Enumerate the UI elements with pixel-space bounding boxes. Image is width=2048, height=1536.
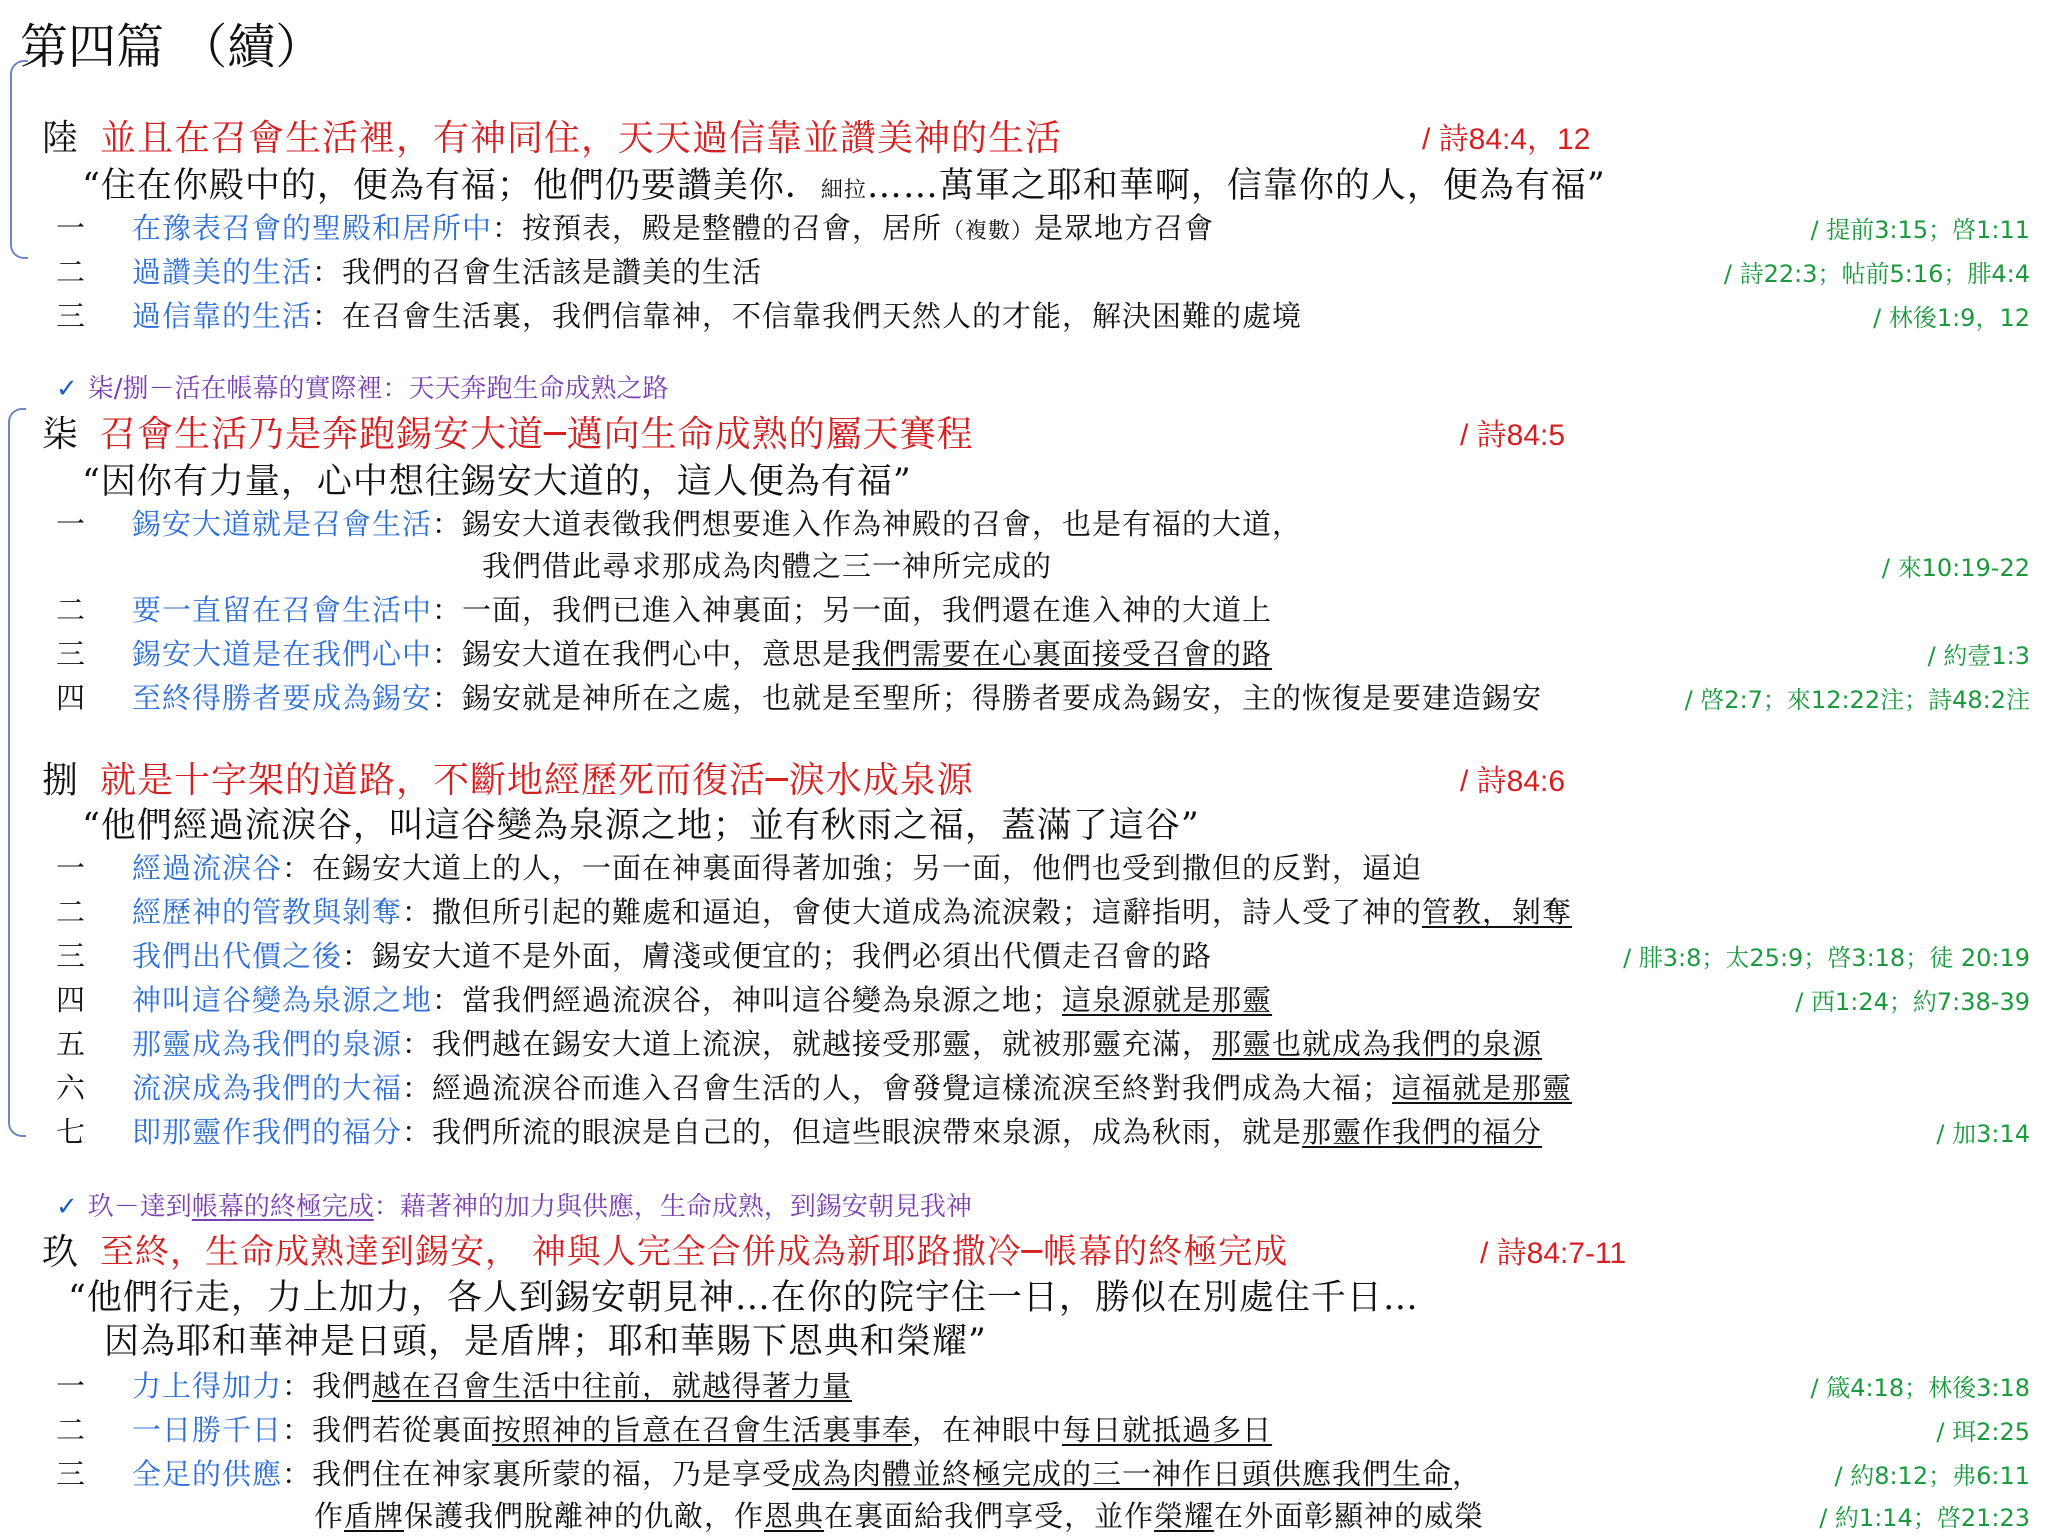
item-text: 作 <box>314 1499 345 1533</box>
section-heading: 並且在召會生活裡，有神同住，天天過信靠並讚美神的生活 <box>100 118 1063 159</box>
item-reference: / 箴4:18；林後3:18 <box>1810 1374 2030 1402</box>
list-item <box>56 206 1214 247</box>
list-item <box>56 502 1302 543</box>
item-underlined-text: 那靈作我們的福分 <box>1302 1115 1543 1149</box>
item-key: 即那靈作我們的福分 <box>132 1115 403 1149</box>
section-reference: / 詩84:4，12 <box>1422 123 1591 156</box>
item-underlined-text: 按照神的旨意在召會生活裏事奉 <box>492 1413 913 1447</box>
item-reference: / 約壹1:3 <box>1927 642 2030 670</box>
section-number: 玖 <box>42 1232 79 1273</box>
item-key: 經過流淚谷 <box>132 851 283 885</box>
item-number: 三 <box>56 299 87 333</box>
section-summary <box>56 1186 972 1223</box>
item-reference: / 啓2:7；來12:22注；詩48:2注 <box>1684 686 2030 714</box>
item-key: 全足的供應 <box>132 1457 283 1491</box>
item-number: 四 <box>56 983 87 1017</box>
section-quote <box>82 158 1606 208</box>
section-quote-continuation: 因為耶和華神是日頭，是盾牌；耶和華賜下恩典和榮耀” <box>104 1322 987 1362</box>
item-text: ：錫安大道不是外面，膚淺或便宜的；我們必須出代價走召會的路 <box>342 939 1213 973</box>
item-text: ：我們的召會生活該是讚美的生活 <box>312 255 763 289</box>
item-reference: / 來10:19-22 <box>1881 554 2030 582</box>
item-number: 二 <box>56 895 87 929</box>
item-number: 三 <box>56 939 87 973</box>
summary-underlined-text: 帳幕的終極完成 <box>191 1192 374 1222</box>
section-reference: / 詩84:7-11 <box>1480 1237 1627 1270</box>
section-reference: / 詩84:5 <box>1460 419 1566 452</box>
item-number: 五 <box>56 1027 87 1061</box>
item-text-3: 在裏面給我們享受，並作 <box>824 1499 1155 1533</box>
item-number: 三 <box>56 1457 87 1491</box>
list-item <box>56 1066 1572 1107</box>
item-underlined-text-3: 榮耀 <box>1154 1499 1215 1533</box>
list-item <box>56 1364 852 1405</box>
item-text-middle: ，在神眼中 <box>912 1413 1063 1447</box>
item-key: 過信靠的生活 <box>132 299 313 333</box>
page-title: 第四篇 （續） <box>20 19 324 75</box>
bracket-section-6 <box>10 60 28 259</box>
list-item <box>56 250 762 291</box>
list-item <box>56 934 1212 975</box>
item-underlined-text: 越在召會生活中往前，就越得著力量 <box>372 1369 853 1403</box>
item-text-rest: ， <box>1452 1457 1483 1491</box>
section-heading: 召會生活乃是奔跑錫安大道─邁向生命成熟的屬天賽程 <box>100 414 974 455</box>
item-text: ：經過流淚谷而進入召會生活的人，會發覺這樣流淚至終對我們成為大福； <box>402 1071 1393 1105</box>
item-text: ：撒但所引起的難處和逼迫，會使大道成為流淚穀；這辭指明，詩人受了神的 <box>402 895 1423 929</box>
item-underlined-text: 我們需要在心裏面接受召會的路 <box>852 637 1273 671</box>
item-text: ：在錫安大道上的人，一面在神裏面得著加強；另一面，他們也受到撒但的反對，逼迫 <box>282 851 1423 885</box>
item-text: ：按預表，殿是整體的召會，居所 <box>492 211 943 245</box>
item-text-rest: 是眾地方召會 <box>1034 211 1215 245</box>
item-reference: / 林後1:9，12 <box>1873 304 2030 332</box>
summary-text-rest: ：藉著神的加力與供應，生命成熟，到錫安朝見我神 <box>373 1192 972 1222</box>
item-key: 錫安大道是在我們心中 <box>132 637 433 671</box>
item-underlined-text: 那靈也就成為我們的泉源 <box>1212 1027 1543 1061</box>
item-number: 一 <box>56 211 87 245</box>
item-text: ：我們越在錫安大道上流淚，就越接受那靈，就被那靈充滿， <box>402 1027 1213 1061</box>
section-reference: / 詩84:6 <box>1460 765 1566 798</box>
list-item <box>56 1408 1272 1449</box>
bracket-section-7-8 <box>8 408 26 1137</box>
item-underlined-text: 盾牌 <box>344 1499 405 1533</box>
item-key: 我們出代價之後 <box>132 939 343 973</box>
item-underlined-text: 這泉源就是那靈 <box>1062 983 1273 1017</box>
item-text: ：錫安大道表徵我們想要進入作為神殿的召會，也是有福的大道， <box>432 507 1303 541</box>
item-text: ：我們 <box>282 1369 373 1403</box>
section-quote: “他們行走，力上加力，各人到錫安朝見神…在你的院宇住一日，勝似在別處住千日… <box>68 1278 1419 1318</box>
item-text: ：當我們經過流淚谷，神叫這谷變為泉源之地； <box>432 983 1063 1017</box>
item-text: ：我們若從裏面 <box>282 1413 493 1447</box>
list-item-continuation: 我們借此尋求那成為肉體之三一神所完成的 <box>482 549 1053 583</box>
list-item <box>56 890 1572 931</box>
section-number: 柒 <box>42 414 79 455</box>
item-text: ：我們住在神家裏所蒙的福，乃是享受 <box>282 1457 793 1491</box>
section-quote: “他們經過流淚谷，叫這谷變為泉源之地；並有秋雨之福，蓋滿了這谷” <box>82 806 1200 846</box>
item-key: 力上得加力 <box>132 1369 283 1403</box>
item-number: 二 <box>56 593 87 627</box>
item-text-4: 在外面彰顯神的威榮 <box>1214 1499 1485 1533</box>
item-reference: / 加3:14 <box>1936 1120 2030 1148</box>
item-key: 在豫表召會的聖殿和居所中 <box>132 211 493 245</box>
item-reference: / 詩22:3；帖前5:16；腓4:4 <box>1723 260 2030 288</box>
item-small-text: （複數） <box>942 219 1035 244</box>
section-number: 捌 <box>42 760 79 801</box>
item-text: ：在召會生活裏，我們信靠神，不信靠我們天然人的才能，解決困難的處境 <box>312 299 1303 333</box>
list-item <box>56 1110 1542 1151</box>
item-key: 經歷神的管教與剝奪 <box>132 895 403 929</box>
item-key: 至終得勝者要成為錫安 <box>132 681 433 715</box>
list-item-continuation <box>314 1494 1484 1535</box>
summary-text: 柒/捌－活在帳幕的實際裡：天天奔跑生命成熟之路 <box>87 374 669 404</box>
item-key: 那靈成為我們的泉源 <box>132 1027 403 1061</box>
list-item <box>56 978 1272 1019</box>
item-reference: / 珥2:25 <box>1936 1418 2030 1446</box>
item-underlined-text-2: 恩典 <box>764 1499 825 1533</box>
item-key: 過讚美的生活 <box>132 255 313 289</box>
item-number: 二 <box>56 1413 87 1447</box>
section-heading: 就是十字架的道路，不斷地經歷死而復活─淚水成泉源 <box>100 760 974 801</box>
quote-small-text: 細拉 <box>820 178 867 203</box>
item-key: 流淚成為我們的大福 <box>132 1071 403 1105</box>
item-number: 二 <box>56 255 87 289</box>
list-item <box>56 1452 1482 1493</box>
item-underlined-text: 成為肉體並終極完成的三一神作日頭供應我們生命 <box>792 1457 1453 1491</box>
item-number: 七 <box>56 1115 87 1149</box>
item-text: ：我們所流的眼淚是自己的，但這些眼淚帶來泉源，成為秋雨，就是 <box>402 1115 1303 1149</box>
item-number: 四 <box>56 681 87 715</box>
item-reference: / 約8:12；弗6:11 <box>1834 1462 2030 1490</box>
item-number: 一 <box>56 1369 87 1403</box>
quote-text-rest: ……萬軍之耶和華啊，信靠你的人，便為有福” <box>866 166 1606 206</box>
check-icon: ✓ <box>56 374 78 404</box>
list-item <box>56 294 1302 335</box>
section-heading: 至終，生命成熟達到錫安， 神與人完全合併成為新耶路撒冷─帳幕的終極完成 <box>100 1232 1289 1272</box>
section-number: 陸 <box>42 118 79 159</box>
item-key: 一日勝千日 <box>132 1413 283 1447</box>
list-item <box>56 846 1422 887</box>
item-text: ：錫安就是神所在之處，也就是至聖所；得勝者要成為錫安，主的恢復是要建造錫安 <box>432 681 1543 715</box>
list-item <box>56 1022 1542 1063</box>
section-quote: “因你有力量，心中想往錫安大道的，這人便為有福” <box>82 462 912 502</box>
item-text-2: 保護我們脫離神的仇敵，作 <box>404 1499 765 1533</box>
item-underlined-text: 這福就是那靈 <box>1392 1071 1573 1105</box>
item-text: ：錫安大道在我們心中，意思是 <box>432 637 853 671</box>
item-key: 神叫這谷變為泉源之地 <box>132 983 433 1017</box>
item-reference: / 西1:24；約7:38-39 <box>1795 988 2030 1016</box>
quote-text: “住在你殿中的，便為有福；他們仍要讚美你． <box>82 166 821 206</box>
list-item <box>56 632 1272 673</box>
item-underlined-text-2: 每日就抵過多日 <box>1062 1413 1273 1447</box>
item-key: 要一直留在召會生活中 <box>132 593 433 627</box>
item-number: 三 <box>56 637 87 671</box>
item-underlined-text: 管教，剝奪 <box>1422 895 1573 929</box>
section-summary <box>56 368 669 405</box>
item-number: 一 <box>56 851 87 885</box>
item-number: 六 <box>56 1071 87 1105</box>
item-key: 錫安大道就是召會生活 <box>132 507 433 541</box>
item-number: 一 <box>56 507 87 541</box>
list-item <box>56 588 1272 629</box>
summary-text: 玖－達到 <box>87 1192 192 1222</box>
item-reference: / 約1:14；啓21:23 <box>1819 1504 2030 1532</box>
check-icon: ✓ <box>56 1192 78 1222</box>
item-reference: / 腓3:8；太25:9；啓3:18；徒 20:19 <box>1623 944 2030 972</box>
item-reference: / 提前3:15；啓1:11 <box>1810 216 2030 244</box>
item-text: ：一面，我們已進入神裏面；另一面，我們還在進入神的大道上 <box>432 593 1273 627</box>
list-item <box>56 676 1542 717</box>
